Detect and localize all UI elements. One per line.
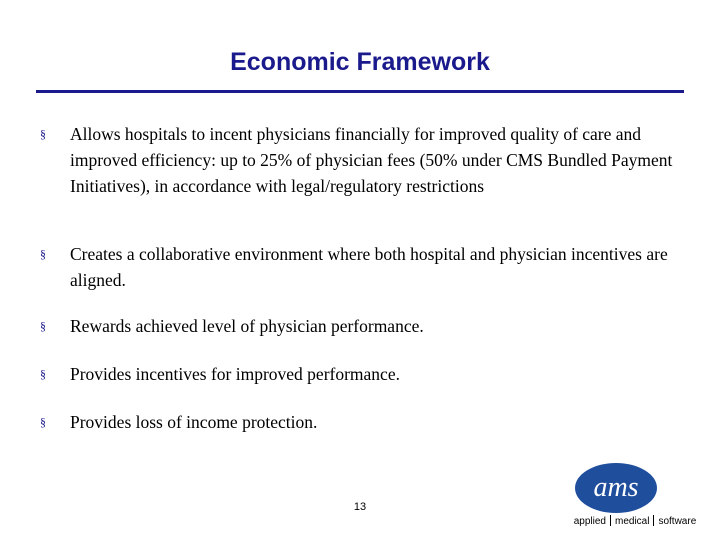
- bullet-marker-icon: §: [40, 127, 46, 141]
- bullet-text: Allows hospitals to incent physicians financially for improved quality of care and improved efficiency: up to 25% of physician fees (50% under CMS Bundled Payment Initiatives), in accordance with legal/regulatory restrictions: [70, 124, 673, 196]
- tagline-software: software: [658, 516, 697, 527]
- ams-logo-icon: [575, 463, 657, 513]
- bullet-item: [40, 241, 680, 293]
- bullet-marker-icon: §: [40, 247, 46, 261]
- title-divider: [36, 90, 684, 93]
- bullet-item: [40, 313, 680, 339]
- logo-text: ams: [593, 472, 639, 503]
- bullet-marker-icon: §: [40, 319, 46, 333]
- bullet-text: Rewards achieved level of physician performance.: [70, 316, 424, 336]
- bullet-item: [40, 409, 680, 435]
- bullet-marker-icon: §: [40, 415, 46, 429]
- bullet-text: Creates a collaborative environment where both hospital and physician incentives are aligned.: [70, 244, 668, 290]
- bullet-text: Provides loss of income protection.: [70, 412, 318, 432]
- bullet-marker-icon: §: [40, 367, 46, 381]
- bullet-text: Provides incentives for improved performance.: [70, 364, 400, 384]
- tagline-medical: medical: [615, 516, 650, 527]
- page-number: 13: [353, 501, 367, 513]
- slide-title: Economic Framework: [230, 48, 490, 76]
- bullet-item: [40, 121, 680, 199]
- logo-tagline: [560, 515, 710, 527]
- bullet-item: [40, 361, 680, 387]
- tagline-applied: applied: [573, 516, 606, 527]
